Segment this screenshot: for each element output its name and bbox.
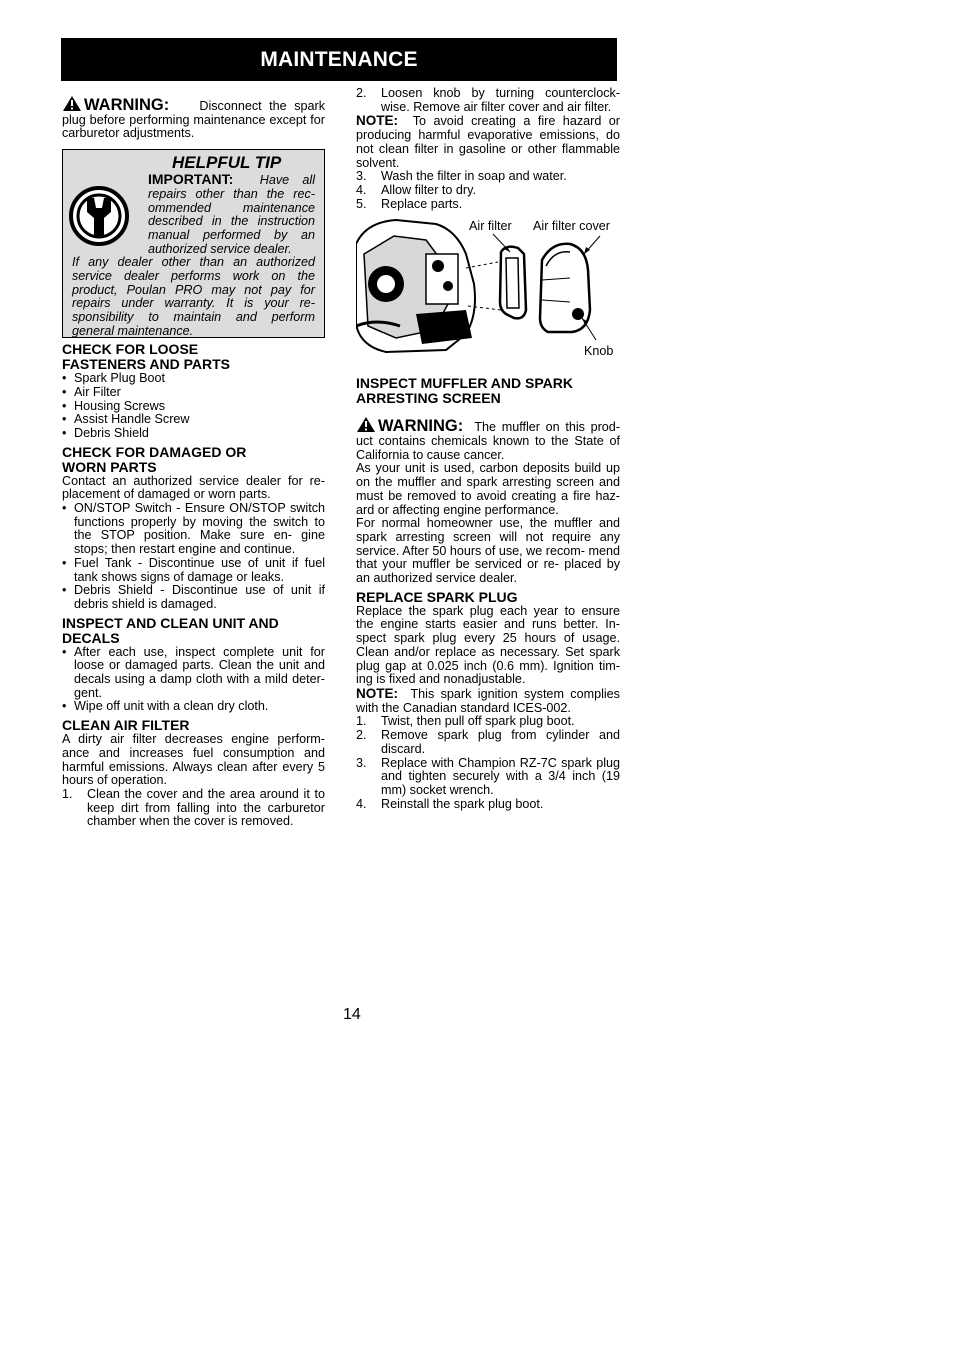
label-knob: Knob [584,344,614,359]
muffler-heading [356,376,620,406]
list-item: • Spark Plug Boot [62,372,325,386]
list-item: • Debris Shield - Discontinue use of unit if debris shield is damaged. [62,584,325,611]
helpful-tip-body: If any dealer other than an authorized service dealer performs work on the product, Poulan PRO may not pay for repairs under warranty. It is your re- sponsibility to maintain and perform general maintenance. [72,255,315,338]
left-column [62,95,325,829]
important-label: IMPORTANT: [148,171,234,188]
warning-text: Disconnect the spark plug before performing maintenance except for carburetor adjustments. [62,99,325,141]
heading-line: INSPECT AND CLEAN UNIT AND [62,614,279,631]
step-item [356,184,620,198]
step-item [356,170,620,184]
heading-line: ARRESTING SCREEN [356,390,501,407]
air-filter-figure [356,214,620,359]
list-item: • Debris Shield [62,427,325,441]
page-number: 14 [343,1006,361,1023]
step-text: Replace parts. [381,196,463,211]
muffler-paragraph-1: As your unit is used, carbon deposits build up on the muffler and spark arresting screen and must be removed to avoid creating a fire haz- ard or affecting engine performance. [356,461,620,517]
warning-label: WARNING: [84,96,170,114]
damaged-parts-list [62,502,325,612]
step-number: 3. [356,169,367,184]
muffler-warning [356,416,620,462]
clean-air-filter-heading: CLEAN AIR FILTER [62,717,190,734]
note-ices [356,687,620,715]
step-item [356,198,620,212]
step-text: Allow filter to dry. [381,182,476,197]
helpful-tip-box [62,149,325,338]
warning-triangle-icon [62,95,82,112]
note-label: NOTE: [356,685,398,701]
helpful-tip-important [148,173,315,256]
note-label: NOTE: [356,113,398,129]
step-number: 5. [356,196,367,211]
spark-plug-heading: REPLACE SPARK PLUG [356,588,518,605]
note-text: This spark ignition system complies with the Canadian standard ICES-002. [356,686,620,715]
step-item [356,87,620,114]
step-item [62,788,325,829]
air-filter-steps-more [356,170,620,211]
clean-air-filter-intro: A dirty air filter decreases engine perform- ance and increases fuel consumption and harmful emissions. Always clean after every 5 hours of operation. [62,732,325,788]
step-item [356,729,620,756]
heading-line: CHECK FOR LOOSE [62,341,199,358]
spark-plug-paragraph: Replace the spark plug each year to ensure the engine starts easier and runs better. In- spect spark plug every 25 hours of usage. Clean and/or replace as necessary. Set spark plug gap at 0.025 inch (0.6 mm). Ignition tim- ing is fixed and nonadjustable. [356,603,620,687]
step-text: Reinstall the spark plug boot. [381,796,544,811]
air-filter-steps-cont [356,87,620,114]
step-number: 2. [356,86,367,100]
list-item: • Assist Handle Screw [62,413,325,427]
step-number: 2. [356,728,367,743]
right-column [356,87,620,811]
list-item: • Wipe off unit with a clean dry cloth. [62,700,325,714]
heading-line: CHECK FOR DAMAGED OR [62,443,247,460]
spark-plug-steps [356,715,620,811]
section-title: MAINTENANCE [260,47,418,71]
list-item: • After each use, inspect complete unit for loose or damaged parts. Clean the unit and decals using a damp cloth with a mild deter- gent. [62,646,325,701]
label-air-filter-cover: Air filter cover [533,219,610,234]
loose-fasteners-heading [62,342,325,372]
loose-fasteners-list [62,372,325,441]
air-filter-illustration [356,214,620,354]
step-item [356,715,620,729]
list-item: • Fuel Tank - Discontinue use of unit if fuel tank shows signs of damage or leaks. [62,557,325,584]
note-solvent [356,114,620,170]
step-text: Twist, then pull off spark plug boot. [381,714,575,729]
step-text: Replace with Champion RZ-7C spark plug and tighten securely with a 3/4 inch (19 mm) socket wrench. [381,755,620,797]
step-text: Remove spark plug from cylinder and discard. [381,728,620,756]
note-text: To avoid creating a fire hazard or producing harmful evaporative emissions, do not clean filter in gasoline or other flammable solvent. [356,114,620,170]
clean-air-filter-steps [62,788,325,829]
section-title-bar [61,38,617,81]
step-number: 1. [356,714,367,729]
inspect-clean-list [62,646,325,715]
step-number: 4. [356,796,367,811]
step-text: Wash the filter in soap and water. [381,169,567,184]
list-item: • Housing Screws [62,400,325,414]
step-text: Clean the cover and the area around it to keep dirt from falling into the carburetor chamber when the cover is removed. [87,786,325,829]
heading-line: WORN PARTS [62,458,157,475]
warning-text: The muffler on this prod- uct contains chemicals known to the State of California to cause cancer. [356,420,620,462]
step-number: 1. [62,786,73,801]
list-item: • ON/STOP Switch - Ensure ON/STOP switch functions properly by moving the switch to the STOP position. Make sure en- gine stops; then restart engine and continue. [62,502,325,557]
step-number: 4. [356,182,367,197]
wrench-icon [69,180,129,252]
step-text: Loosen knob by turning counterclock- wise. Remove air filter cover and air filter. [381,86,620,114]
step-number: 3. [356,755,367,770]
muffler-paragraph-2: For normal homeowner use, the muffler and spark arresting screen will not require any service. After 50 hours of use, we recom- mend that your muffler be serviced or re- placed by an authorized service dealer. [356,516,620,586]
inspect-clean-heading [62,616,325,646]
warning-triangle-icon [356,416,376,433]
warning-disconnect [62,95,325,141]
list-item: • Air Filter [62,386,325,400]
heading-line: FASTENERS AND PARTS [62,356,231,373]
important-text: Have all repairs other than the rec- ommended maintenance described in the instruction manual performed by an authorized service dealer. [148,173,315,256]
damaged-parts-intro: Contact an authorized service dealer for re- placement of damaged or worn parts. [62,473,325,502]
damaged-parts-heading [62,445,325,475]
heading-line: DECALS [62,629,120,646]
heading-line: INSPECT MUFFLER AND SPARK [356,375,573,392]
label-air-filter: Air filter [469,219,512,234]
helpful-tip-title: HELPFUL TIP [172,153,282,173]
warning-label: WARNING: [378,417,464,436]
step-item [356,798,620,812]
step-item [356,757,620,798]
